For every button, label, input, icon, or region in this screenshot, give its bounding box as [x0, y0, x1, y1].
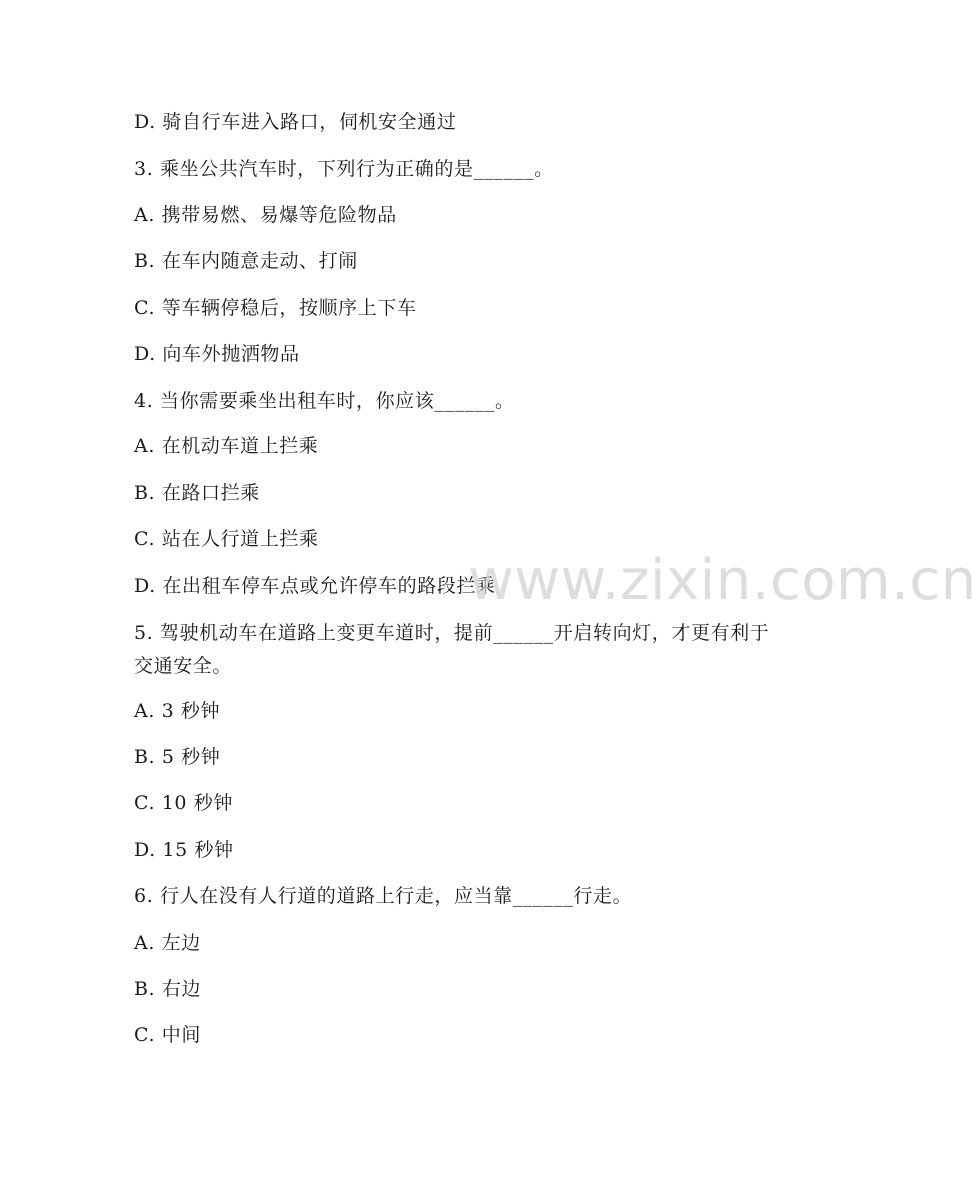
option-b-q4: B. 在路口拦乘: [134, 482, 260, 504]
option-d-q5: D. 15 秒钟: [134, 839, 234, 861]
option-c-q5: C. 10 秒钟: [134, 792, 233, 814]
option-a-q4: A. 在机动车道上拦乘: [134, 435, 319, 457]
option-d-q4: D. 在出租车停车点或允许停车的路段拦乘: [134, 575, 496, 597]
option-c-q6: C. 中间: [134, 1024, 201, 1046]
option-a-q5: A. 3 秒钟: [134, 700, 221, 722]
option-a-q3: A. 携带易燃、易爆等危险物品: [134, 204, 397, 226]
question-6: 6. 行人在没有人行道的道路上行走，应当靠______行走。: [134, 885, 633, 907]
option-d-q3: D. 向车外抛洒物品: [134, 343, 300, 365]
question-4: 4. 当你需要乘坐出租车时，你应该______。: [134, 390, 515, 412]
option-b-q6: B. 右边: [134, 978, 202, 1000]
option-d-q2: D. 骑自行车进入路口，伺机安全通过: [134, 111, 457, 133]
option-b-q5: B. 5 秒钟: [134, 746, 221, 768]
question-3: 3. 乘坐公共汽车时，下列行为正确的是______。: [134, 158, 554, 180]
option-b-q3: B. 在车内随意走动、打闹: [134, 250, 358, 272]
option-c-q4: C. 站在人行道上拦乘: [134, 528, 319, 550]
option-c-q3: C. 等车辆停稳后，按顺序上下车: [134, 297, 417, 319]
question-5: 5. 驾驶机动车在道路上变更车道时，提前______开启转向灯，才更有利于交通安全。: [134, 622, 770, 677]
option-a-q6: A. 左边: [134, 932, 201, 954]
watermark: www.zixin.com.cn: [468, 548, 977, 613]
